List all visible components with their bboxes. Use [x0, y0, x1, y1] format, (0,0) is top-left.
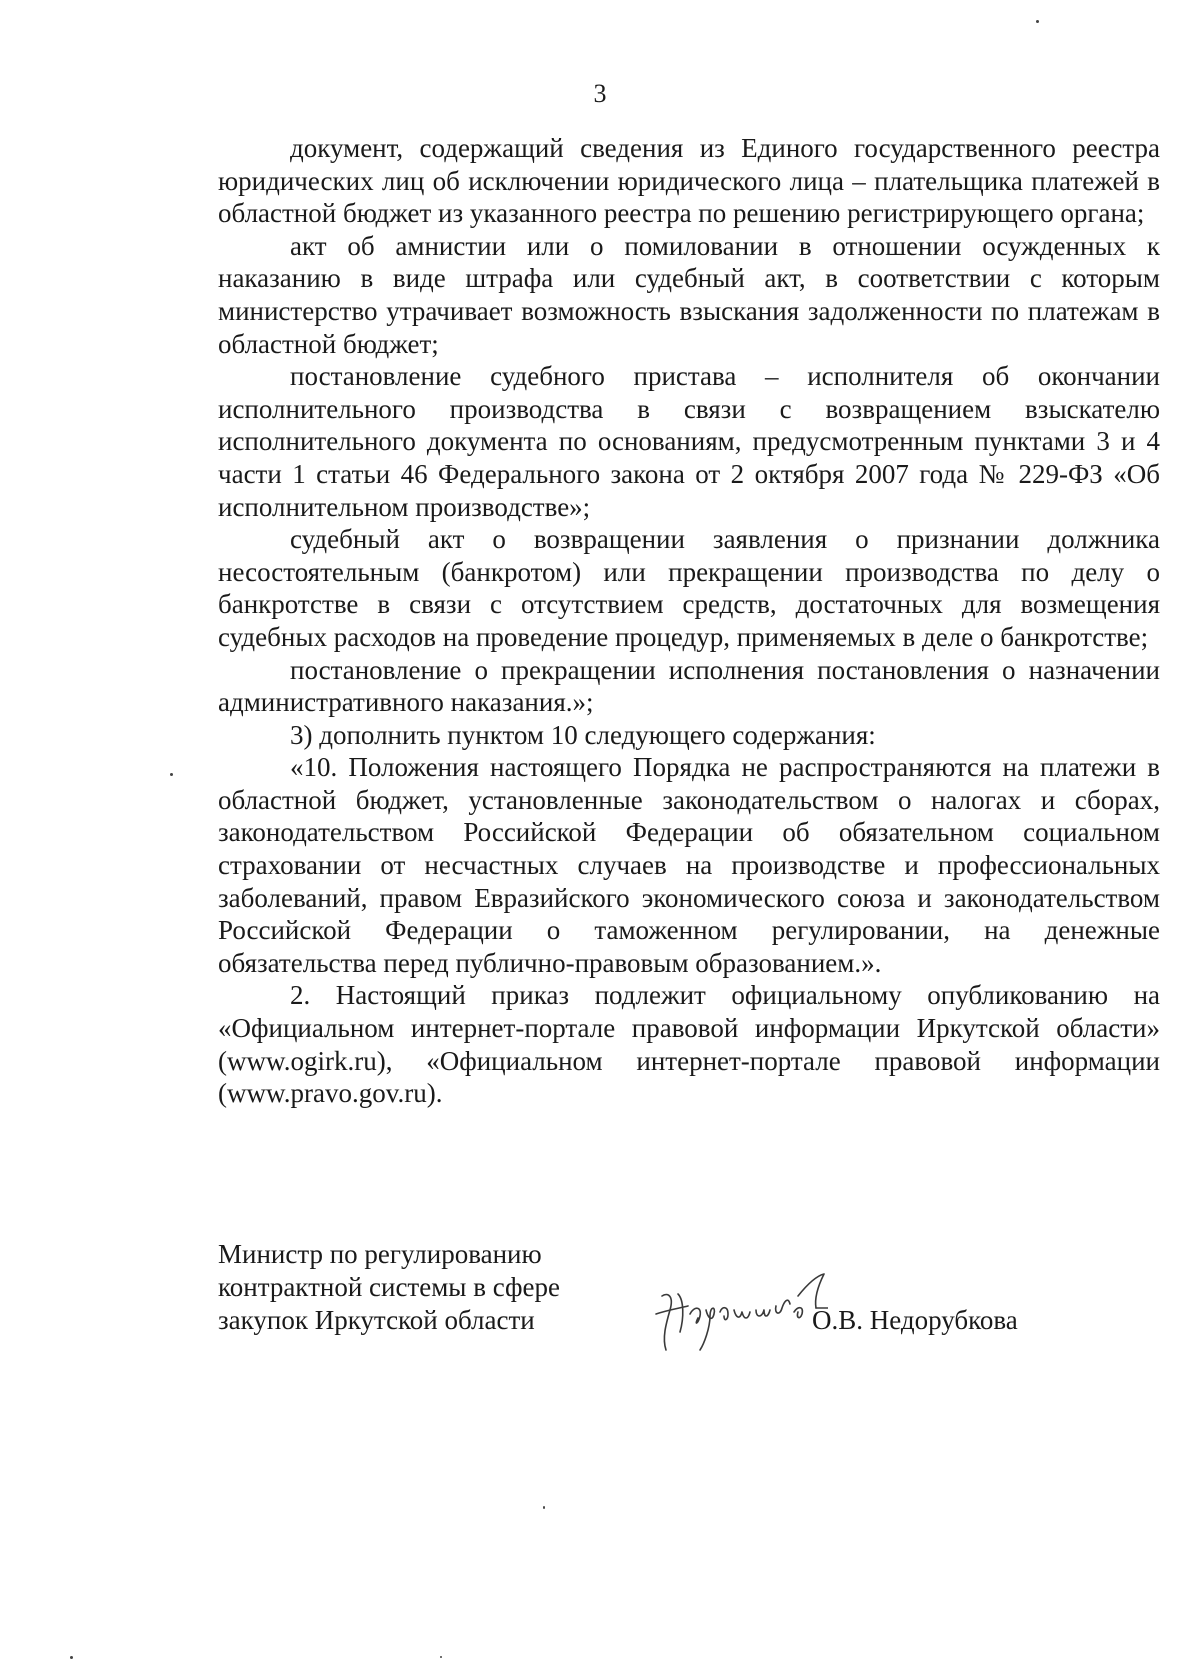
paragraph-egrul-document: документ, содержащий сведения из Единого государственного реестра юридических лиц об исключении юридического лица – плательщика платежей в областной бюджет из указанного реестра по решению регистрирующего органа;	[218, 133, 1160, 229]
scan-speck	[1036, 20, 1039, 23]
signatory-name: О.В. Недорубкова	[812, 1305, 1018, 1335]
signatory-title-line: закупок Иркутской области	[218, 1305, 535, 1335]
paragraph-bankruptcy-act: судебный акт о возвращении заявления о признании должника несостоятельным (банкротом) или прекращении производства по делу о банкротстве в связи с отсутствием средств, достаточных для возмещения судебных расходов на проведение процедур, применяемых в деле о банкротстве;	[218, 524, 1160, 652]
paragraph-termination-resolution: постановление о прекращении исполнения постановления о назначении административного наказания.»;	[218, 654, 1160, 718]
signature-block	[218, 1238, 1198, 1368]
paragraph-amendment-item-3: 3) дополнить пунктом 10 следующего содержания:	[290, 719, 876, 750]
paragraph-item-10: «10. Положения настоящего Порядка не распространяются на платежи в областной бюджет, установленные законодательством о налогах и сборах, законодательством Российской Федерации об обязательном социальном страховании от несчастных случаев на производстве и профессиональных заболеваний, правом Евразийского экономического союза и законодательством Российской Федерации о таможенном регулировании, на денежные обязательства перед публично-правовым образованием.».	[218, 752, 1160, 978]
scan-speck	[543, 1506, 545, 1509]
page-number: 3	[593, 79, 607, 108]
paragraph-bailiff-resolution: постановление судебного пристава – исполнителя об окончании исполнительного производства в связи с возвращением взыскателю исполнительного документа по основаниям, предусмотренным пунктами 3 и 4 части 1 статьи 46 Федерального закона от 2 октября 2007 года № 229-ФЗ «Об исполнительном производстве»;	[218, 361, 1160, 522]
scan-speck	[170, 773, 173, 776]
document-body	[218, 132, 1160, 1110]
scan-speck	[440, 1656, 442, 1658]
scan-speck	[70, 1656, 73, 1659]
signatory-title	[218, 1238, 638, 1337]
paragraph-publication: 2. Настоящий приказ подлежит официальному опубликованию на «Официальном интернет-портале правовой информации Иркутской области» (www.ogirk.ru), «Официальном интернет-портале правовой информации (www.pravo.gov.ru).	[218, 980, 1160, 1109]
signatory-title-line: контрактной системы в сфере	[218, 1272, 560, 1302]
handwritten-signature	[648, 1266, 828, 1356]
paragraph-amnesty-act: акт об амнистии или о помиловании в отношении осужденных к наказанию в виде штрафа или судебный акт, в соответствии с которым министерство утрачивает возможность взыскания задолженности по платежам в областной бюджет;	[218, 230, 1160, 359]
signatory-title-line: Министр по регулированию	[218, 1239, 542, 1269]
